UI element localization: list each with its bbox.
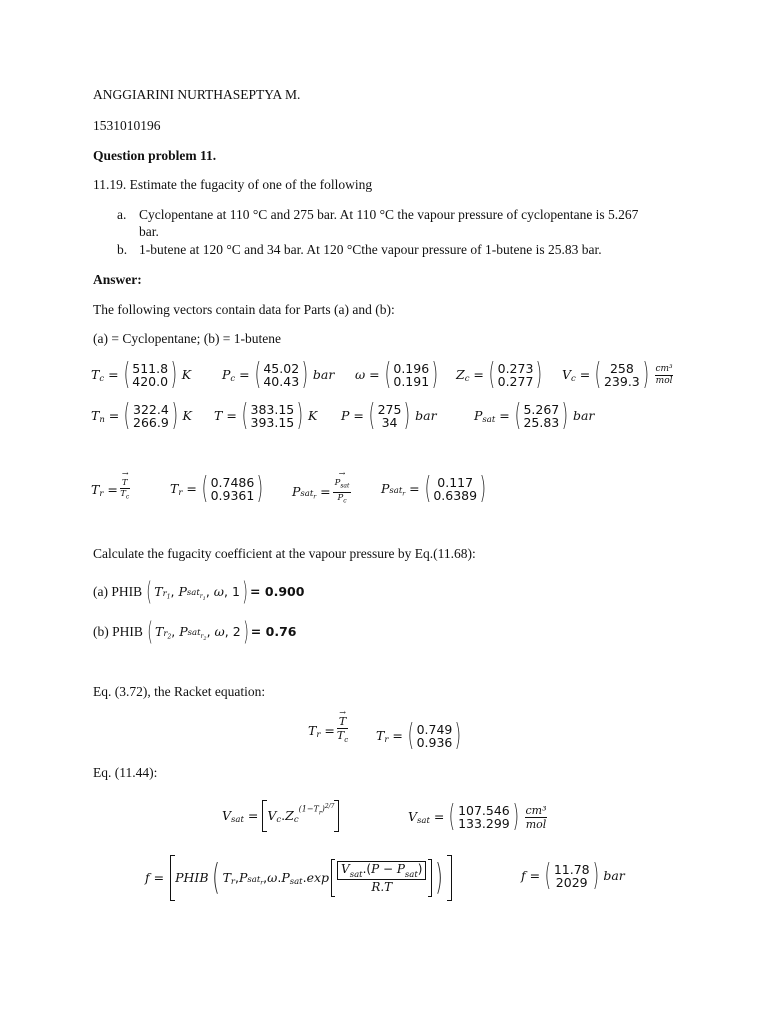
item-b-marker: b. — [117, 242, 128, 257]
vsat-vector: V sat = ( 107.546 133.299 ) cm³ mol — [408, 799, 547, 834]
vector-Psat: P sat = ( 5.267 25.83 ) bar — [474, 398, 595, 433]
author-name: ANGGIARINI NURTHASEPTYA M. — [93, 87, 301, 102]
vector-Tc: T c = ( 511.8 420.0 ) K — [91, 357, 192, 392]
problem-statement: 11.19. Estimate the fugacity of one of the following — [93, 177, 373, 192]
item-a-text-cont: bar. — [139, 224, 159, 239]
vector-Vc: V c = ( 258 239.3 ) cm³ mol — [562, 357, 673, 392]
fugacity-vector: f = ( 11.78 2029 ) bar — [521, 858, 625, 893]
item-b-text: 1-butene at 120 °C and 34 bar. At 120 °Cthe vapour pressure of 1-butene is 25.83 bar. — [139, 242, 602, 257]
eq1144-intro: Eq. (11.44): — [93, 765, 158, 780]
fugacity-coeff-intro: Calculate the fugacity coefficient at the vapour pressure by Eq.(11.68): — [93, 546, 476, 561]
formula-Tr: T r = → $\frac{T}{T_c}$ — [91, 478, 132, 503]
rackett-intro: Eq. (3.72), the Racket equation: — [93, 684, 266, 699]
item-a-text: Cyclopentane at 110 °C and 275 bar. At 110 °C the vapour pressure of cyclopentane is 5.267 — [139, 207, 639, 222]
vector-Tn: T n = ( 322.4 266.9 ) K — [91, 398, 192, 433]
vector-Psatr: P sat$_r$ = ( 0.117 0.6389 ) — [381, 471, 487, 506]
phib-b: (b) PHIB ( T $r_2$ , P sat$_{r_2}$ , ω , 2 ) = 0.76 — [93, 617, 297, 647]
vector-Pc: P c = ( 45.02 40.43 ) bar — [222, 357, 335, 392]
answer-legend: (a) = Cyclopentane; (b) = 1-butene — [93, 331, 282, 346]
question-title: Question problem 11. — [93, 148, 217, 163]
vector-T: T = ( 383.15 393.15 ) K — [214, 398, 318, 433]
vector-Tr: T r = ( 0.7486 0.9361 ) — [170, 471, 264, 506]
answer-intro: The following vectors contain data for Parts (a) and (b): — [93, 302, 395, 317]
phib-a: (a) PHIB ( T $r_1$ , P sat$_{r_1}$ , ω , 1 ) = 0.900 — [93, 577, 305, 607]
vector-omega: ω = ( 0.196 0.191 ) — [355, 357, 439, 392]
vector-P: P = ( 275 34 ) bar — [341, 398, 437, 433]
student-id: 1531010196 — [93, 118, 161, 133]
rackett-Tr-vector: T r = ( 0.749 0.936 ) — [376, 718, 462, 753]
vector-Zc: Z c = ( 0.273 0.277 ) — [456, 357, 543, 392]
fugacity-formula: f = PHIB ( T r , P sat$_r$ , ω . P sat . exp $\frac{V_{sat}.(P - P_{sat})}{R.T}$ ) — [145, 855, 452, 901]
formula-Psatr: P sat$_r$ = → $\frac{P_{sat}}{P_c}$ — [292, 478, 353, 506]
rackett-formula: T r = → $\frac{T}{T_c}$ — [308, 715, 350, 747]
vsat-formula: V sat = V c . Z c $(1-T_r)^{2/7}$ — [222, 800, 339, 832]
item-a-marker: a. — [117, 207, 127, 222]
answer-label: Answer: — [93, 272, 142, 287]
